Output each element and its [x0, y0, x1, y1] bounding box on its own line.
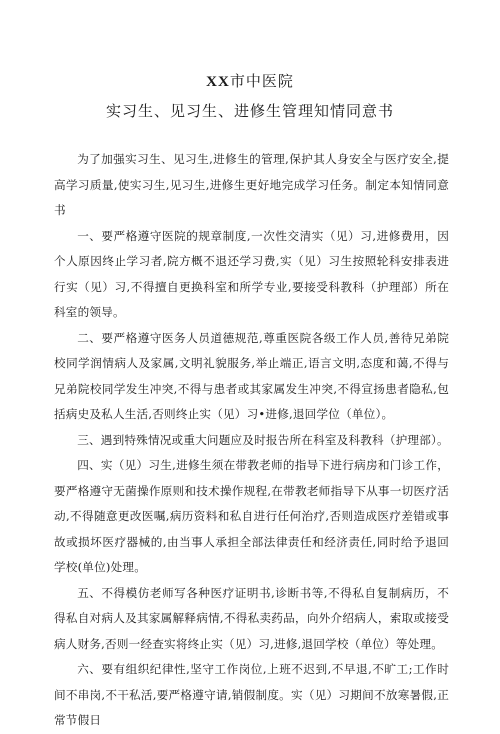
- clause-5-paragraph: 五、不得模仿老师写各种医疗证明书,诊断书等,不得私自复制病历，不得私自对病人及其家属解释病情,不得私卖药品，向外介绍病人，索取或接受病人财务,否则一经查实将终止实（见）习,进修,退回学校（单位）等处理。: [54, 585, 449, 651]
- org-name: 市中医院: [229, 72, 294, 90]
- clause-2-paragraph: 二、要严格遵守医务人员道德规范,尊重医院各级工作人员,善待兄弟院校同学润情病人及家属,文明礼貌服务,举止端正,语言文明,态度和蔼,不得与兄弟院校同学发生冲突,不得与患者或其家属发生冲突,不得宣扬患者隐私,包括病史及私人生活,否则终止实（见）习•进修,退回学位（单位）。: [54, 330, 449, 421]
- clause-6-paragraph: 六、要有组织纪律性,坚守工作岗位,上班不迟到,不早退,不旷工;工作时间不串岗,不干私活,要严格遵守请,销假制度。实（见）习期间不放寒暑假,正常节假日: [54, 662, 449, 727]
- clause-4-paragraph: 四、实（见）习生,进修生须在带教老师的指导下进行病房和门诊工作，要严格遵守无菌操作原则和技术操作规程,在带教老师指导下从事一切医疗活动,不得随意更改医嘱,病历资料和私自进行任何治疗,否则造成医疗差错或事故或损坏医疗器械的,由当事人承担全部法律责任和经济责任,同时给予退回学校(单位)处理。: [54, 458, 449, 574]
- clause-3-paragraph: 三、遇到特殊情况或重大问题应及时报告所在科室及科教科（护理部）。: [77, 432, 449, 447]
- organization-title: [0, 70, 500, 91]
- intro-paragraph: 为了加强实习生、见习生,进修生的管理,保护其人身安全与医疗安全,提高学习质量,使实习生,见习生,进修生更好地完成学习任务。制定本知情同意书: [54, 152, 449, 217]
- document-body: [54, 147, 449, 734]
- document-title: 实习生、见习生、进修生管理知情同意书: [105, 102, 394, 120]
- org-prefix: XX: [206, 74, 230, 90]
- clause-1-paragraph: 一、要严格遵守医院的规章制度,一次性交清实（见）习,进修费用，因个人原因终止学习者,院方概不退还学习费,实（见）习生按照轮科安排表进行实（见）习,不得擅自更换科室和所学专业,要接受科教科（护理部）所在科室的领导。: [54, 228, 449, 319]
